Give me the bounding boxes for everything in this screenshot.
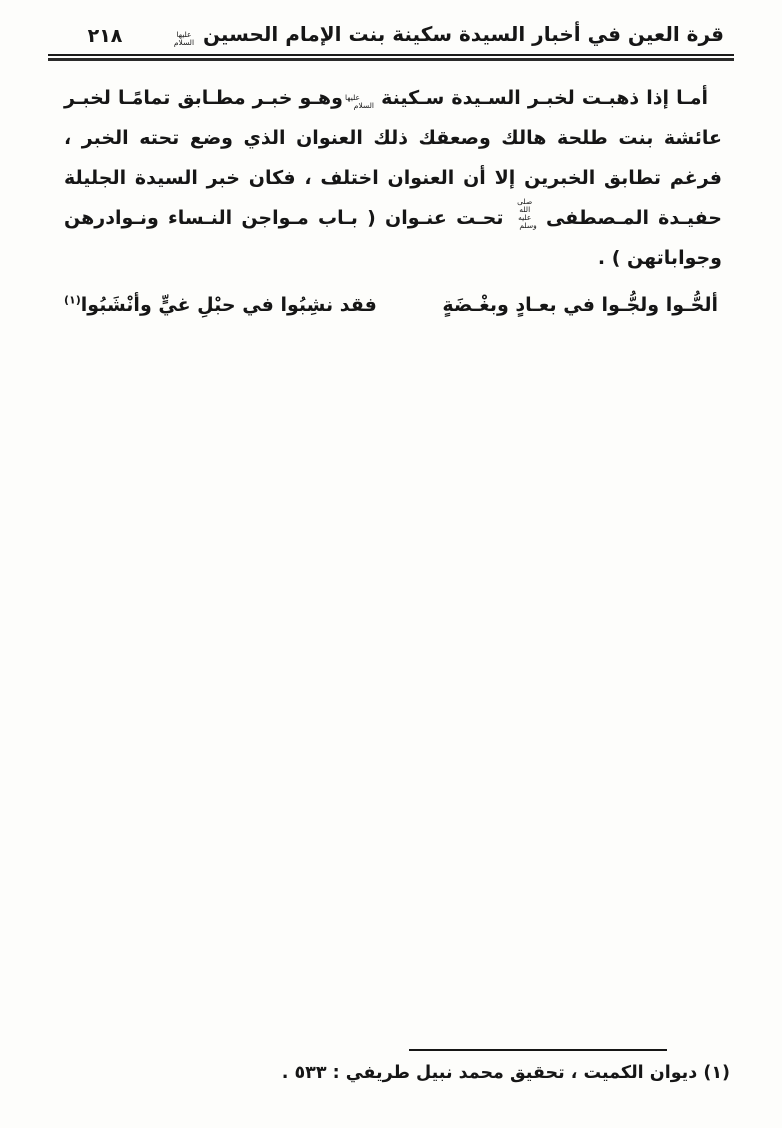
honorific-sallallahu-alayhi-wasallam-icon: صلى الله عليه وسلم — [517, 197, 537, 230]
verse-hemistich-left-text: فقد نشِبُوا في حبْلِ غيٍّ وأنْشَبُوا — [80, 293, 377, 316]
honorific-alayhas-salam-icon: عليها السلام — [173, 30, 195, 47]
page-header — [0, 0, 782, 47]
footnote-separator — [409, 1049, 667, 1051]
footnote-reference: (١) — [64, 293, 81, 307]
body-line-1-text-a: أمـا إذا ذهبـت لخبـر السـيدة سـكينة — [381, 86, 708, 109]
footnote-marker: (١) — [703, 1063, 730, 1083]
body-line-1 — [64, 78, 722, 118]
body-line-4 — [64, 198, 722, 238]
body-line-4-text-a: حفيـدة المـصطفى — [545, 206, 722, 229]
page-number: ٢١٨ — [87, 24, 123, 47]
footnote-area — [52, 1049, 730, 1086]
body-paragraph — [64, 78, 722, 278]
body-line-2: عائشة بنت طلحة هالك وصعقك ذلك العنوان الذي وضع تحته الخبر ، — [64, 126, 722, 149]
footnote-text: ديوان الكميت ، تحقيق محمد نبيل طريفي : ٥٣٣ . — [281, 1063, 698, 1083]
poetry-verse — [64, 286, 718, 324]
verse-hemistich-right: ألحُّـوا ولجُّـوا في بعـادٍ وبغْـضَةٍ — [442, 293, 718, 316]
running-title — [164, 22, 732, 47]
body-line-3: فرغم تطابق الخبرين إلا أن العنوان اختلف ، فكان خبر السيدة الجليلة — [64, 166, 722, 189]
book-title: قرة العين في أخبار السيدة سكينة بنت الإمام الحسين — [202, 22, 725, 46]
body-line-5: وجواباتهن ) . — [597, 246, 722, 269]
body-line-1-text-b: وهـو خبـر مطـابق تمامًـا لخبـر — [64, 86, 343, 109]
honorific-alayhas-salam-icon: عليها السلام — [345, 93, 374, 110]
header-rule — [48, 54, 734, 58]
body-line-4-text-b: تحـت عنـوان ( بـاب مـواجن النـساء ونـوادرهن — [64, 206, 504, 229]
verse-hemistich-left — [64, 286, 377, 324]
footnote — [52, 1060, 730, 1086]
